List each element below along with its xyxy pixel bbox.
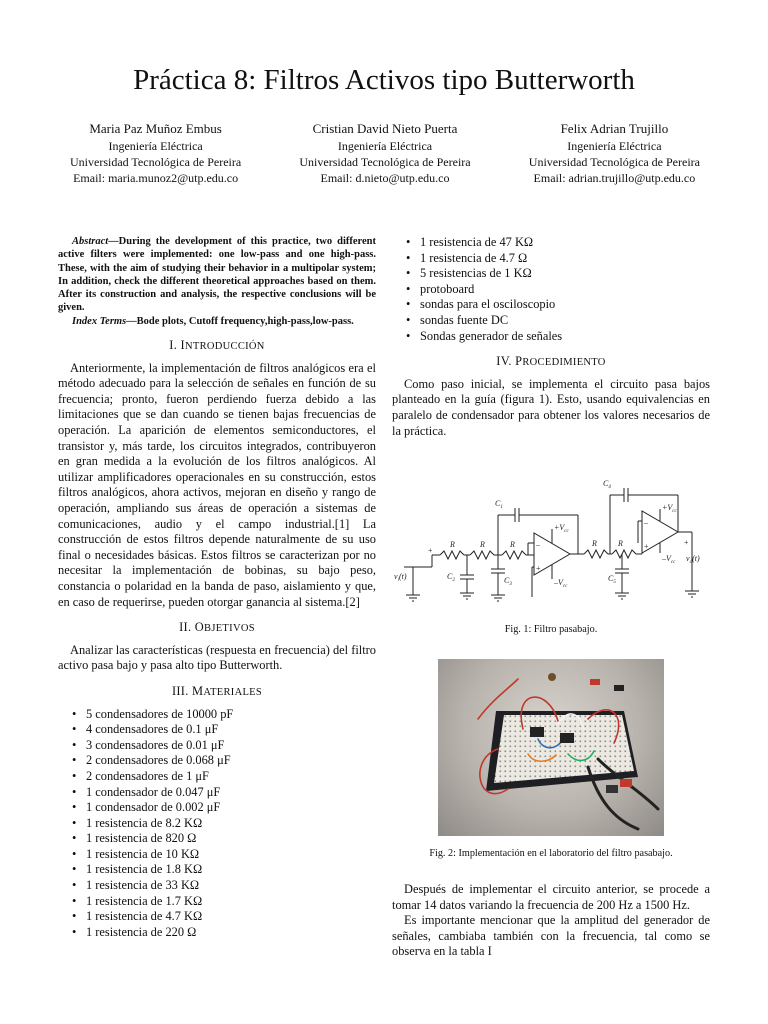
author-univ: Universidad Tecnológica de Pereira: [299, 155, 471, 169]
section-heading-materiales: III. MATERIALES: [171, 683, 263, 698]
svg-text:R: R: [450, 540, 455, 550]
svg-text:+: +: [644, 542, 649, 552]
svg-text:+Vcc: $+V_{cc}$: [554, 523, 569, 535]
author-dept: Ingeniería Eléctrica: [108, 139, 203, 153]
author-email: Email: adrian.trujillo@utp.edu.co: [533, 171, 696, 185]
left-column: [58, 235, 376, 940]
svg-text:–Vcc: $-V_{cc}$: [662, 554, 676, 566]
list-item: • 1 resistencia de 820 Ω: [72, 831, 376, 847]
author-email: Email: d.nieto@utp.edu.co: [320, 171, 450, 185]
author-block: [70, 120, 700, 186]
materials-list-continued: [392, 235, 710, 344]
figure-2-caption: Fig. 2: Implementación en el laboratorio del filtro pasabajo.: [429, 848, 673, 860]
section-heading-procedimiento: IV. PROCEDIMIENTO: [496, 354, 606, 369]
list-item: • 1 resistencia de 10 KΩ: [72, 847, 376, 863]
objetivos-paragraph: Analizar las características (respuesta en frecuencia) del filtro activo pasa bajo y pasa alto tipo Butterworth.: [58, 642, 376, 673]
list-item: • 4 condensadores de 0.1 μF: [72, 722, 376, 738]
index-terms: [58, 315, 376, 328]
author-univ: Universidad Tecnológica de Pereira: [70, 155, 242, 169]
svg-text:+Vcc: $+V_{cc}$: [662, 503, 677, 515]
svg-text:+: +: [536, 564, 541, 574]
list-item: • 1 resistencia de 1.7 KΩ: [72, 894, 376, 910]
svg-text:R: R: [592, 539, 597, 549]
author-1: [70, 120, 241, 186]
svg-text:C1: $C_1$: [495, 499, 503, 511]
svg-text:+: +: [684, 538, 689, 548]
list-item: • 5 resistencias de 1 KΩ: [406, 266, 710, 282]
list-item: • 1 resistencia de 8.2 KΩ: [72, 816, 376, 832]
paper-title: Práctica 8: Filtros Activos tipo Butterworth: [133, 64, 635, 96]
intro-paragraph: Anteriormente, la implementación de filtros analógicos era el método adecuado para la selección de señales en función de su frecuencia; pronto, fueron perdiendo fuerza debido a las limitaciones que se dan cuando se tienen bajas frecuencias de operación. La aparición de elementos semiconductores, el transistor y, más tarde, los circuitos integrados, contribuyeron en gran medida a la evolución de los filtros analógicos. Al utilizar amplificadores operacionales en su construcción, estos filtros analógicos, ahora activos, mejoran en diseño y rango de operación, ampliando sus áreas de operación a sistemas de comunicaciones, audio y el campo industrial.[1] La construcción de estos filtros depende naturalmente de su uso final o necesidades básicas. Estos filtros se caracterizan por no necesitar la implementación de bobinas, su bajo peso, constancia o polaridad en la banda de paso, aislamiento y que, en caso de requerirse, pueden otorgar ganancia al sistema.[2]: [58, 360, 376, 609]
label-c1: C: [495, 499, 501, 509]
svg-text:C4: $C_4$: [603, 479, 611, 491]
list-item: • 1 resistencia de 220 Ω: [72, 925, 376, 941]
svg-text:vo(t): $v_o(t)$: [686, 554, 700, 566]
svg-text:C2: $C_2$: [447, 572, 455, 584]
svg-text:C3: $C_3$: [504, 576, 512, 588]
procedimiento-paragraph-2: Después de implementar el circuito anterior, se procede a tomar 14 datos variando la frecuencia de 200 Hz a 1500 Hz.: [392, 881, 710, 912]
list-item: • 1 condensador de 0.047 μF: [72, 785, 376, 801]
list-item: • 5 condensadores de 10000 pF: [72, 707, 376, 723]
list-item: • 1 condensador de 0.002 μF: [72, 800, 376, 816]
section-heading-objetivos: II. OBJETIVOS: [179, 620, 255, 635]
author-univ: Universidad Tecnológica de Pereira: [528, 155, 700, 169]
author-dept: Ingeniería Eléctrica: [567, 139, 662, 153]
procedimiento-paragraph-1: Como paso inicial, se implementa el circuito pasa bajos planteado en la guía (figura 1). Esto, usando equivalencias en paralelo de condensador para obtener los valores necesarios de la práctica.: [392, 376, 710, 438]
list-item: • protoboard: [406, 282, 710, 298]
author-name: Cristian David Nieto Puerta: [312, 121, 458, 136]
list-item: • 1 resistencia de 33 KΩ: [72, 878, 376, 894]
abstract-text: —During the development of this practice, two different active filters were implemented: one low-pass and one high-pass. These, with the aim of studying their behavior in a multipolar system; In addition, check the different theoretical approaches based on them. After its construction and analysis, the respective conclusions will be given.: [58, 236, 376, 314]
section-heading-intro: I. INTRODUCCIÓN: [169, 338, 265, 353]
right-column: [392, 235, 710, 960]
svg-text:R: R: [618, 539, 623, 549]
materials-list: [58, 707, 376, 941]
svg-text:–: –: [644, 518, 648, 528]
abstract-label: Abstract: [72, 236, 109, 247]
svg-text:R: R: [510, 540, 515, 550]
list-item: • 1 resistencia de 47 KΩ: [406, 235, 710, 251]
author-dept: Ingeniería Eléctrica: [337, 139, 433, 153]
author-2: [299, 120, 470, 186]
svg-text:+: +: [428, 546, 433, 556]
list-item: • 1 resistencia de 4.7 KΩ: [72, 909, 376, 925]
list-item: • 1 resistencia de 4.7 Ω: [406, 251, 710, 267]
lab-breadboard-photo: [438, 659, 664, 836]
list-item: • sondas para el osciloscopio: [406, 297, 710, 313]
index-terms-label: Index Terms: [72, 315, 127, 327]
author-name: Maria Paz Muñoz Embus: [89, 121, 222, 136]
figure-1-caption: Fig. 1: Filtro pasabajo.: [504, 623, 598, 635]
procedimiento-paragraph-3: Es importante mencionar que la amplitud del generador de señales, cambiaba también con la frecuencia, tal como se observa en la tabla I: [392, 913, 710, 959]
abstract: [58, 235, 376, 315]
list-item: • 2 condensadores de 1 μF: [72, 769, 376, 785]
author-email: Email: maria.munoz2@utp.edu.co: [73, 171, 239, 185]
index-terms-text: —Bode plots, Cutoff frequency,high-pass,low-pass.: [126, 315, 354, 327]
lowpass-circuit-diagram: [392, 457, 710, 607]
list-item: • 1 resistencia de 1.8 KΩ: [72, 862, 376, 878]
list-item: • 2 condensadores de 0.068 μF: [72, 753, 376, 769]
svg-text:vi(t): $v_i(t)$: [394, 572, 407, 584]
svg-text:C5: $C_5$: [608, 574, 616, 586]
svg-text:R: R: [480, 540, 485, 550]
svg-text:–Vcc: $-V_{cc}$: [554, 578, 568, 590]
author-3: [529, 120, 700, 186]
list-item: • Sondas generador de señales: [406, 329, 710, 345]
svg-text:–: –: [536, 540, 540, 550]
author-name: Felix Adrian Trujillo: [560, 121, 669, 136]
list-item: • sondas fuente DC: [406, 313, 710, 329]
list-item: • 3 condensadores de 0.01 μF: [72, 738, 376, 754]
